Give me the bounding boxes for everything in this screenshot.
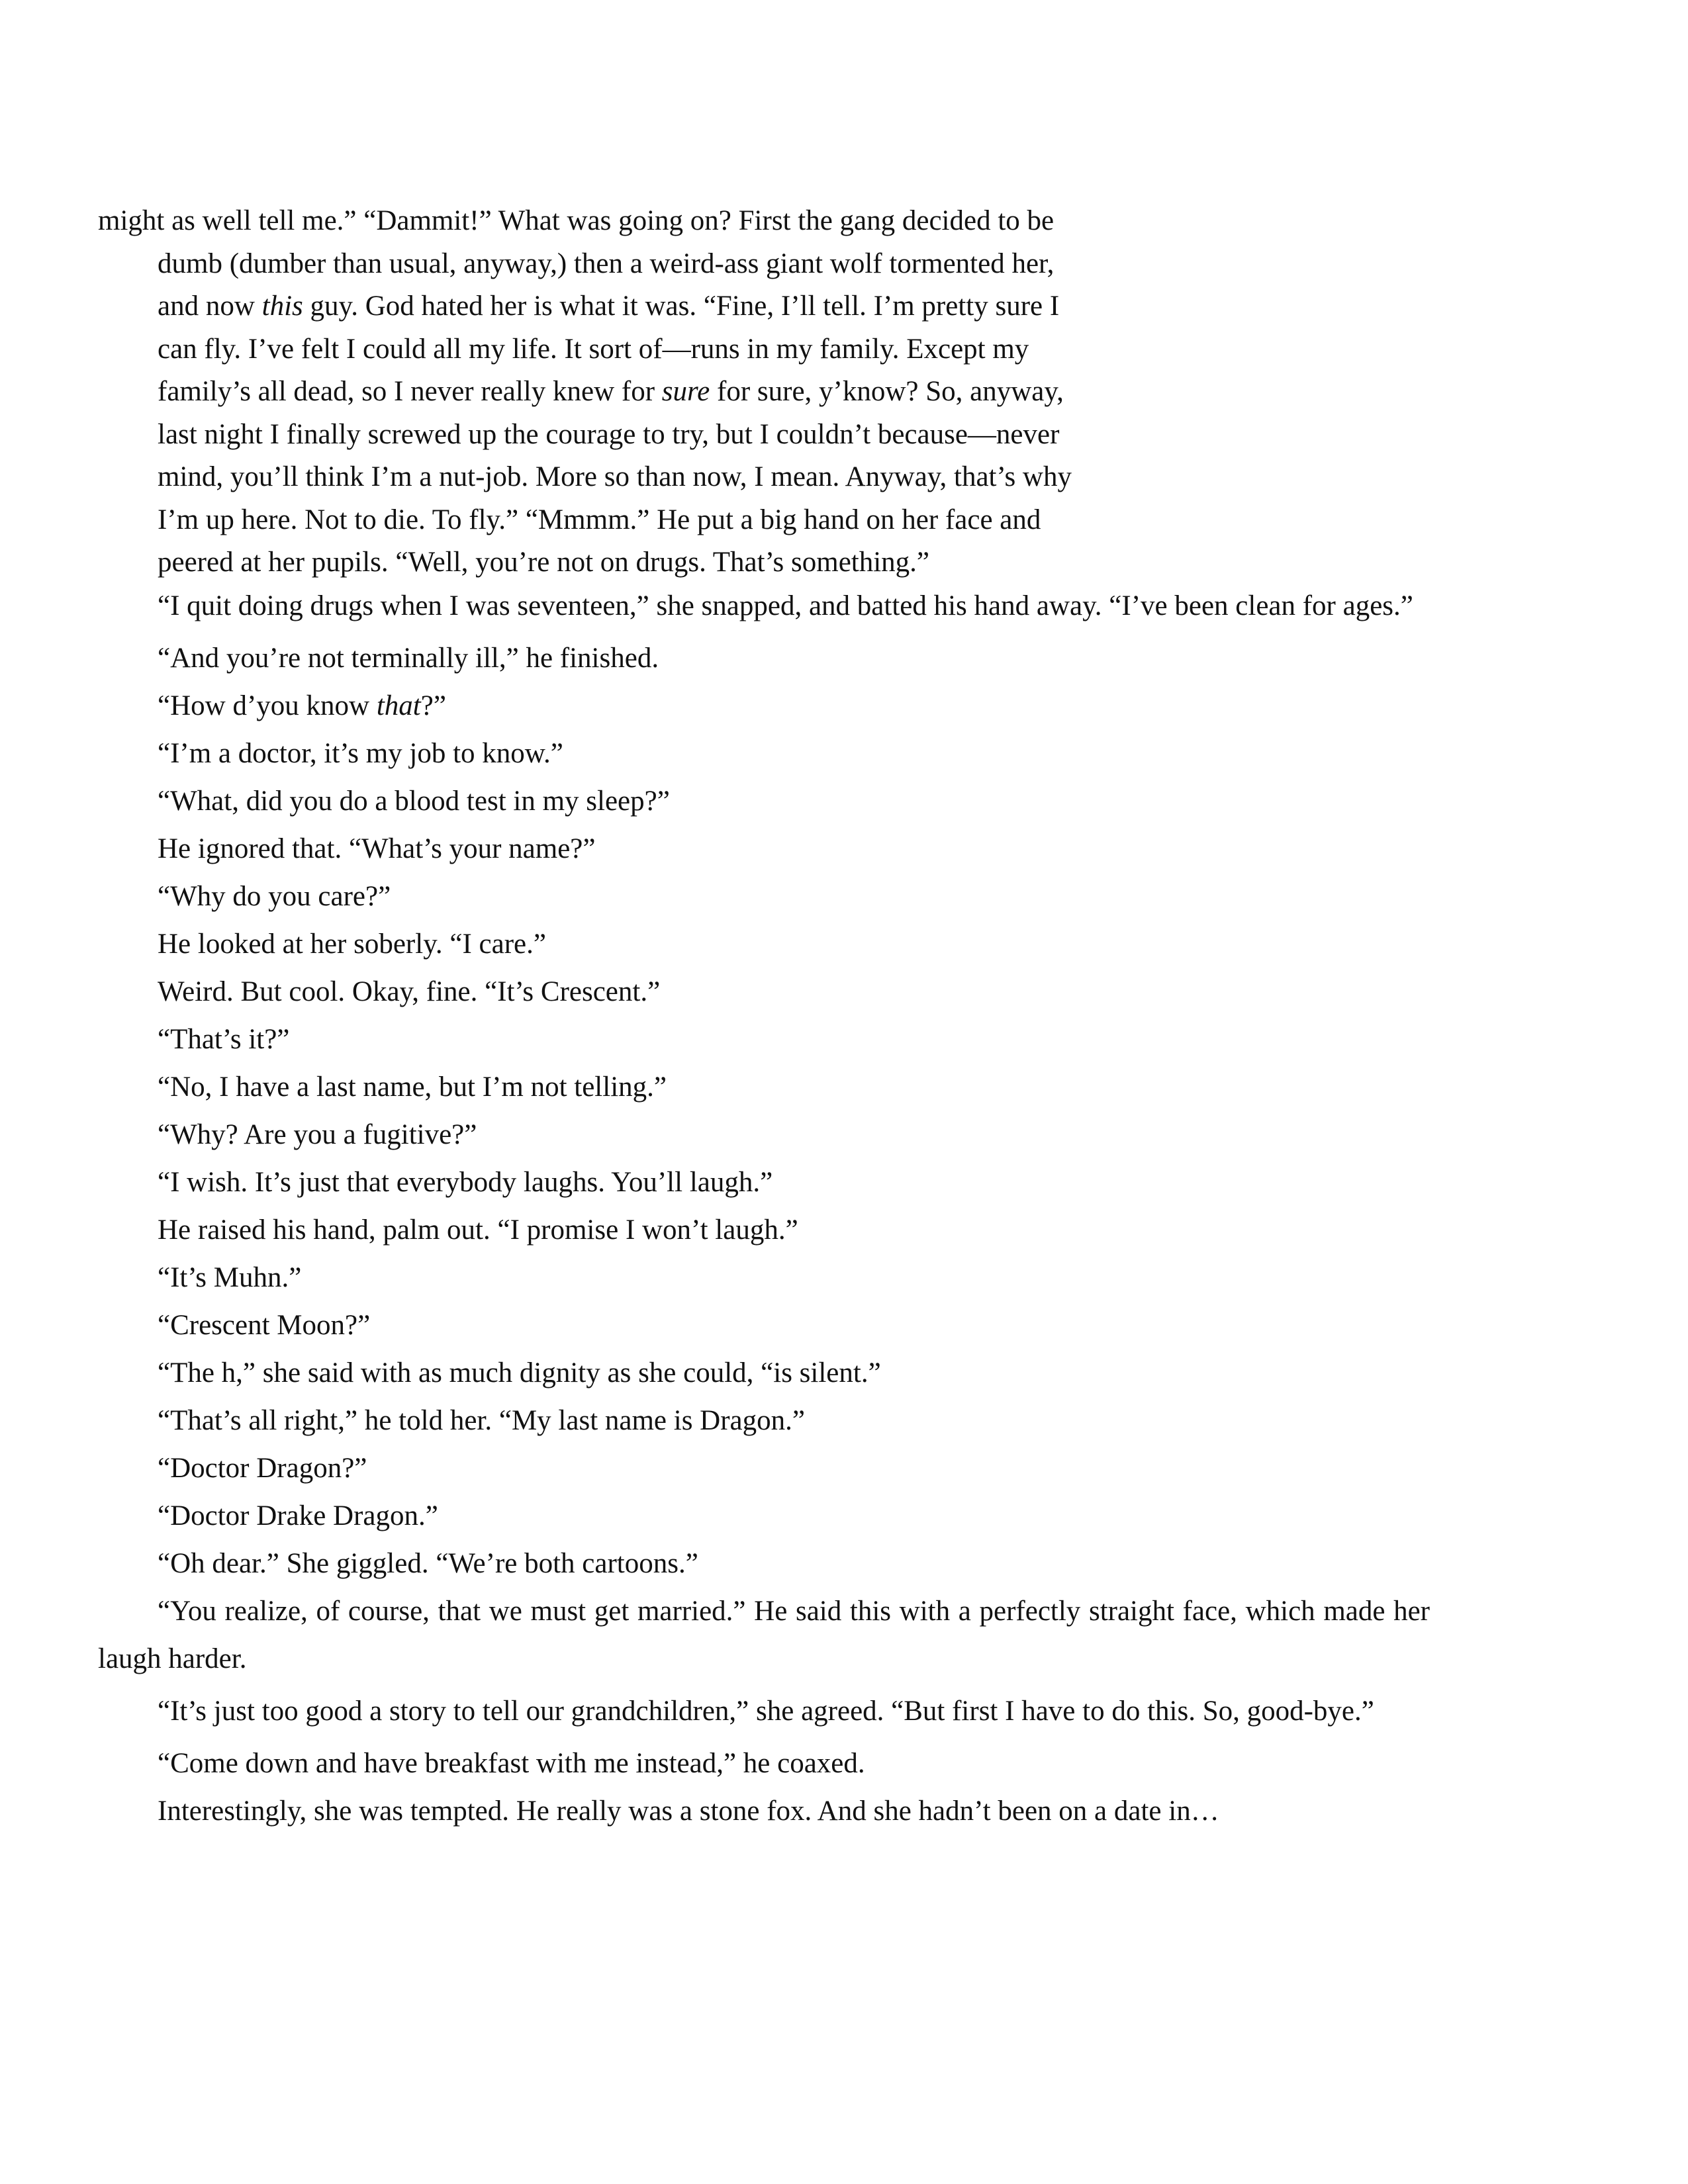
- paragraph: [98, 1445, 1430, 1492]
- paragraph: [98, 1064, 1430, 1111]
- text-run: might as well tell me.” “Dammit!” What was going on? First the gang decided to be: [98, 205, 1055, 236]
- text-line: [98, 200, 1223, 243]
- text-line: [98, 456, 1223, 499]
- text-run: “The h,” she said with as much dignity as she could, “is silent.”: [158, 1357, 881, 1388]
- text-run: “And you’re not terminally ill,” he finished.: [158, 643, 659, 674]
- paragraph: [98, 1254, 1430, 1302]
- paragraph: [98, 1788, 1430, 1835]
- text-run: “That’s it?”: [158, 1024, 290, 1055]
- paragraph: [98, 1302, 1430, 1349]
- italic-text: sure: [661, 376, 710, 407]
- text-run: “What, did you do a blood test in my sleep?”: [158, 786, 670, 817]
- text-run: “Crescent Moon?”: [158, 1310, 371, 1341]
- text-run: “Oh dear.” She giggled. “We’re both cartoons.”: [158, 1548, 698, 1579]
- body-text: [98, 582, 1430, 1835]
- paragraph: [98, 1688, 1430, 1735]
- text-run: “It’s Muhn.”: [158, 1262, 302, 1293]
- text-run: can fly. I’ve felt I could all my life. It sort of—runs in my family. Except my: [158, 333, 1029, 365]
- text-run: guy. God hated her is what it was. “Fine, I’ll tell. I’m pretty sure I: [303, 291, 1060, 322]
- text-line: [98, 328, 1223, 371]
- paragraph: [98, 682, 1430, 730]
- text-line: [98, 541, 1223, 584]
- text-run: for sure, y’know? So, anyway,: [710, 376, 1064, 407]
- text-run: “That’s all right,” he told her. “My last name is Dragon.”: [158, 1405, 805, 1436]
- paragraph: [98, 635, 1430, 682]
- text-run: “Why do you care?”: [158, 881, 391, 912]
- text-run: “No, I have a last name, but I’m not telling.”: [158, 1071, 667, 1103]
- paragraph: [98, 1540, 1430, 1588]
- text-run: He ignored that. “What’s your name?”: [158, 833, 596, 864]
- paragraph: [98, 825, 1430, 873]
- text-run: “Doctor Dragon?”: [158, 1453, 367, 1484]
- text-run: dumb (dumber than usual, anyway,) then a weird-ass giant wolf tormented her,: [158, 248, 1055, 279]
- paragraph: [98, 1492, 1430, 1540]
- paragraph: [98, 582, 1430, 630]
- paragraph: [98, 730, 1430, 778]
- text-run: “I’m a doctor, it’s my job to know.”: [158, 738, 563, 769]
- paragraph: [98, 873, 1430, 921]
- paragraph: [98, 921, 1430, 968]
- text-run: He looked at her soberly. “I care.”: [158, 929, 546, 960]
- text-run: Weird. But cool. Okay, fine. “It’s Crescent.”: [158, 976, 661, 1007]
- paragraph: [98, 1016, 1430, 1064]
- text-run: “You realize, of course, that we must get married.” He said this with a perfectly straight face, which made her laugh harder.: [98, 1596, 1430, 1674]
- paragraph: [98, 1588, 1430, 1683]
- paragraph: [98, 968, 1430, 1016]
- text-run: “I quit doing drugs when I was seventeen,” she snapped, and batted his hand away. “I’ve been clean for ages.”: [158, 590, 1413, 621]
- text-line: [98, 414, 1223, 457]
- paragraph: [98, 1206, 1430, 1254]
- text-run: ?”: [420, 690, 446, 721]
- text-line: [98, 285, 1223, 328]
- text-run: “How d’you know: [158, 690, 377, 721]
- paragraph: [98, 1397, 1430, 1445]
- paragraph: [98, 1111, 1430, 1159]
- text-run: last night I finally screwed up the courage to try, but I couldn’t because—never: [158, 418, 1060, 450]
- text-run: “Why? Are you a fugitive?”: [158, 1119, 477, 1150]
- text-run: and now: [158, 291, 262, 322]
- text-run: family’s all dead, so I never really knew for: [158, 376, 662, 407]
- text-run: Interestingly, she was tempted. He really was a stone fox. And she hadn’t been on a date in…: [158, 1796, 1219, 1827]
- text-run: “It’s just too good a story to tell our grandchildren,” she agreed. “But first I have to do this. So, good-bye.”: [158, 1696, 1374, 1727]
- paragraph: [98, 1159, 1430, 1206]
- opening-paragraph: [98, 200, 1223, 584]
- text-run: “Come down and have breakfast with me instead,” he coaxed.: [158, 1748, 865, 1779]
- text-run: mind, you’ll think I’m a nut-job. More so than now, I mean. Anyway, that’s why: [158, 461, 1072, 492]
- text-run: peered at her pupils. “Well, you’re not on drugs. That’s something.”: [158, 547, 930, 578]
- text-line: [98, 499, 1223, 542]
- paragraph: [98, 1349, 1430, 1397]
- text-run: I’m up here. Not to die. To fly.” “Mmmm.” He put a big hand on her face and: [158, 504, 1041, 535]
- italic-text: this: [261, 291, 303, 322]
- text-run: “I wish. It’s just that everybody laughs. You’ll laugh.”: [158, 1167, 773, 1198]
- text-run: He raised his hand, palm out. “I promise I won’t laugh.”: [158, 1214, 798, 1246]
- italic-text: that: [376, 690, 421, 721]
- paragraph: [98, 1740, 1430, 1788]
- text-line: [98, 243, 1223, 286]
- text-run: “Doctor Drake Dragon.”: [158, 1500, 438, 1531]
- text-line: [98, 371, 1223, 414]
- paragraph: [98, 778, 1430, 825]
